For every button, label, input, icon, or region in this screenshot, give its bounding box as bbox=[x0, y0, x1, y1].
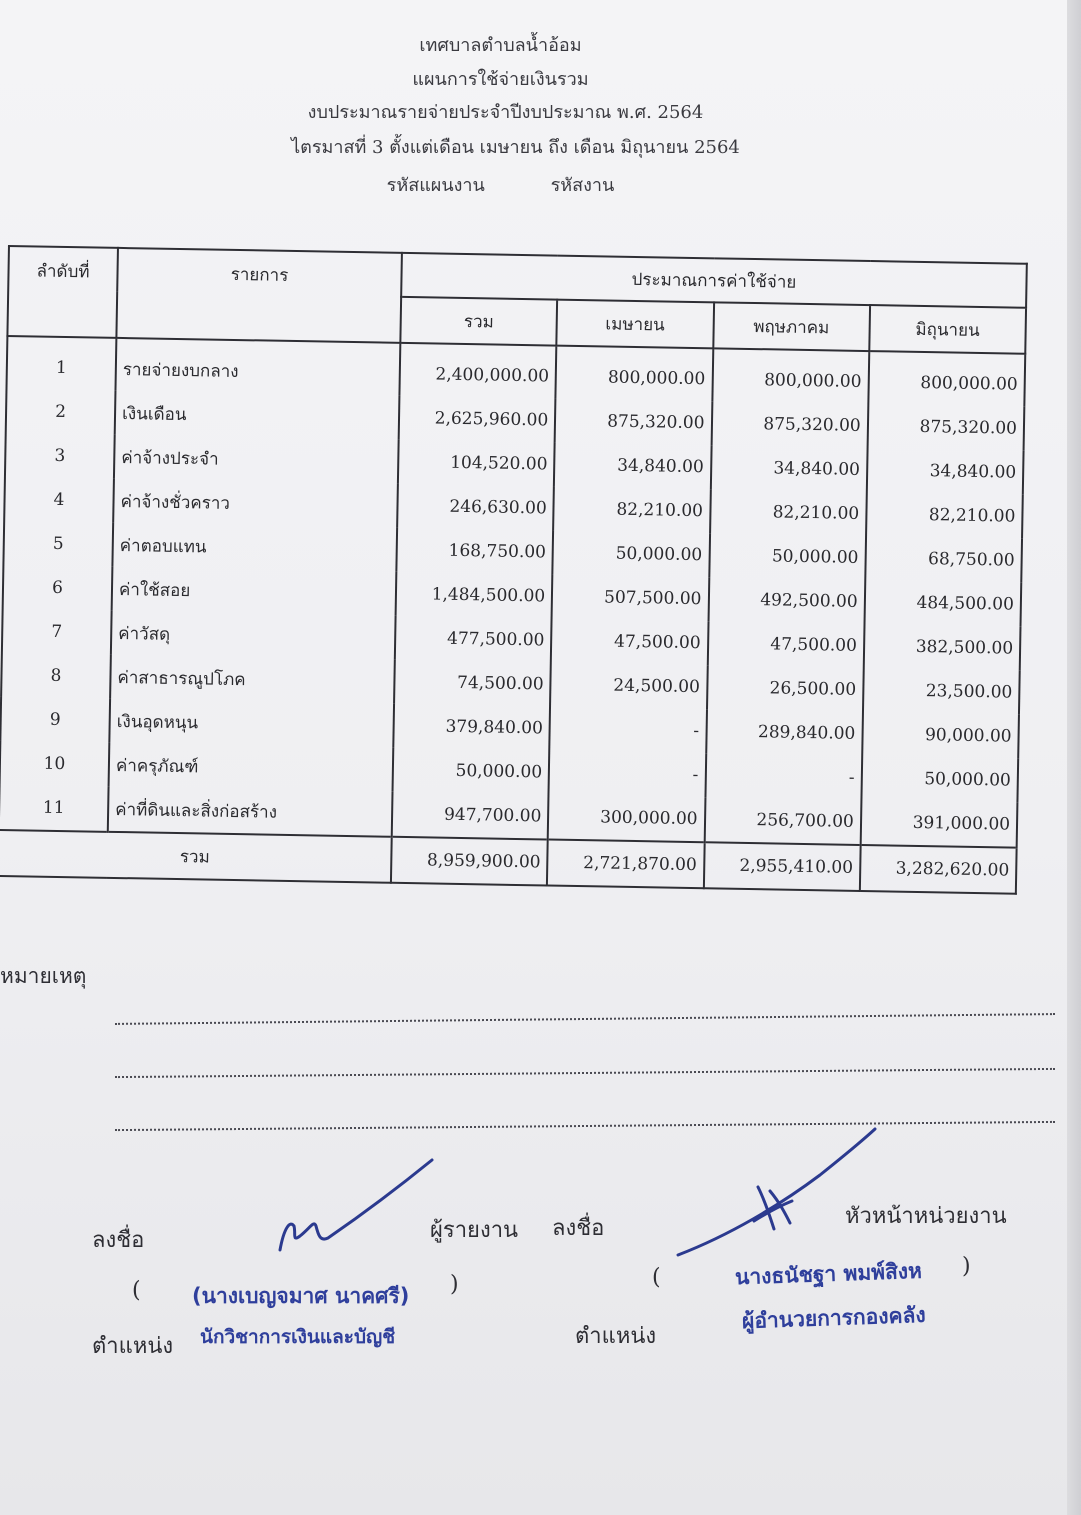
row-apr: 507,500.00 bbox=[552, 575, 709, 622]
row-number: 10 bbox=[0, 741, 109, 787]
col-header-no: ลำดับที่ bbox=[7, 246, 118, 338]
row-number: 5 bbox=[3, 521, 113, 567]
col-header-apr: เมษายน bbox=[557, 300, 714, 349]
code-line bbox=[0, 170, 1041, 199]
row-jun: 68,750.00 bbox=[865, 536, 1022, 583]
row-may: 34,840.00 bbox=[710, 445, 867, 492]
col-header-estimate: ประมาณการค่าใช้จ่าย bbox=[401, 253, 1027, 308]
reporter-paren-close: ) bbox=[450, 1272, 459, 1297]
col-header-item: รายการ bbox=[116, 248, 402, 343]
row-number: 9 bbox=[0, 697, 110, 743]
work-code-label: รหัสงาน bbox=[550, 175, 615, 196]
row-total: 379,840.00 bbox=[393, 704, 550, 751]
page-edge-shadow bbox=[1067, 0, 1081, 1515]
sign-label-reporter: ลงชื่อ bbox=[92, 1228, 145, 1253]
col-header-total: รวม bbox=[400, 297, 557, 346]
row-item: ค่าสาธารณูปโภค bbox=[110, 655, 395, 704]
org-name: เทศบาลตำบลน้ำอ้อม bbox=[419, 35, 582, 56]
head-role: หัวหน้าหน่วยงาน bbox=[845, 1204, 1007, 1229]
row-item: ค่าที่ดินและสิ่งก่อสร้าง bbox=[108, 787, 393, 837]
total-row-label: รวม bbox=[0, 830, 392, 883]
total-row-jun: 3,282,620.00 bbox=[860, 845, 1017, 894]
reporter-paren-open: ( bbox=[132, 1278, 141, 1303]
row-apr: - bbox=[549, 751, 706, 798]
position-label-reporter: ตำแหน่ง bbox=[92, 1334, 174, 1359]
row-jun: 800,000.00 bbox=[868, 351, 1025, 407]
row-jun: 82,210.00 bbox=[866, 492, 1023, 539]
row-number: 4 bbox=[4, 477, 114, 523]
row-jun: 23,500.00 bbox=[863, 668, 1020, 715]
reporter-position-stamp: นักวิชาการเงินและบัญชี bbox=[200, 1326, 396, 1348]
row-item: ค่าจ้างประจำ bbox=[114, 435, 399, 484]
sign-label-head: ลงชื่อ bbox=[552, 1216, 605, 1241]
row-may: 492,500.00 bbox=[708, 577, 865, 624]
notes-label: หมายเหตุ bbox=[0, 964, 87, 988]
row-number: 8 bbox=[1, 653, 111, 699]
row-apr: 47,500.00 bbox=[551, 619, 708, 666]
col-header-jun: มิถุนายน bbox=[869, 305, 1026, 354]
row-jun: 484,500.00 bbox=[864, 580, 1021, 627]
row-jun: 34,840.00 bbox=[867, 448, 1024, 495]
row-item: ค่าตอบแทน bbox=[112, 523, 397, 572]
total-row-may: 2,955,410.00 bbox=[703, 842, 860, 891]
row-item: ค่าวัสดุ bbox=[111, 611, 396, 660]
plan-code-label: รหัสแผนงาน bbox=[386, 175, 485, 196]
row-item: เงินเดือน bbox=[115, 391, 400, 440]
row-apr: 800,000.00 bbox=[556, 346, 713, 402]
row-jun: 875,320.00 bbox=[867, 404, 1024, 451]
row-apr: 50,000.00 bbox=[553, 531, 710, 578]
reporter-signature bbox=[270, 1150, 440, 1260]
reporter-role: ผู้รายงาน bbox=[430, 1218, 519, 1243]
budget-rows bbox=[0, 336, 1025, 848]
row-may: - bbox=[705, 753, 862, 800]
total-row-total: 8,959,900.00 bbox=[391, 837, 548, 886]
row-may: 256,700.00 bbox=[704, 797, 861, 845]
row-may: 26,500.00 bbox=[707, 665, 864, 712]
row-jun: 50,000.00 bbox=[861, 756, 1018, 803]
head-signature bbox=[670, 1125, 880, 1265]
row-total: 104,520.00 bbox=[398, 440, 555, 487]
total-row-apr: 2,721,870.00 bbox=[547, 840, 704, 889]
row-number: 11 bbox=[0, 785, 109, 832]
row-total: 74,500.00 bbox=[394, 660, 551, 707]
row-item: ค่าใช้สอย bbox=[112, 567, 397, 616]
row-may: 800,000.00 bbox=[712, 348, 869, 404]
row-number: 1 bbox=[6, 336, 116, 391]
row-number: 7 bbox=[2, 609, 112, 655]
row-apr: 875,320.00 bbox=[555, 399, 712, 446]
row-apr: 24,500.00 bbox=[550, 663, 707, 710]
plan-title: แผนการใช้จ่ายเงินรวม bbox=[412, 69, 589, 90]
row-item: ค่าจ้างชั่วคราว bbox=[113, 479, 398, 528]
position-label-head: ตำแหน่ง bbox=[575, 1324, 657, 1349]
row-may: 82,210.00 bbox=[710, 489, 867, 536]
head-paren-open: ( bbox=[652, 1265, 661, 1290]
row-number: 3 bbox=[5, 433, 115, 479]
row-number: 6 bbox=[3, 565, 113, 611]
row-item: รายจ่ายงบกลาง bbox=[115, 338, 400, 396]
row-may: 47,500.00 bbox=[707, 621, 864, 668]
row-jun: 382,500.00 bbox=[863, 624, 1020, 671]
row-total: 50,000.00 bbox=[393, 748, 550, 795]
head-position-stamp: ผู้อำนวยการกองคลัง bbox=[741, 1302, 927, 1334]
row-item: ค่าครุภัณฑ์ bbox=[109, 743, 394, 792]
row-apr: - bbox=[550, 707, 707, 754]
row-total: 477,500.00 bbox=[395, 616, 552, 663]
row-total: 2,625,960.00 bbox=[399, 396, 556, 443]
row-total: 947,700.00 bbox=[392, 792, 549, 840]
head-paren-close: ) bbox=[962, 1254, 971, 1279]
row-total: 168,750.00 bbox=[396, 528, 553, 575]
row-item: เงินอุดหนุน bbox=[109, 699, 394, 748]
row-may: 875,320.00 bbox=[711, 401, 868, 448]
row-total: 1,484,500.00 bbox=[396, 572, 553, 619]
row-apr: 82,210.00 bbox=[553, 487, 710, 534]
row-may: 289,840.00 bbox=[706, 709, 863, 756]
row-may: 50,000.00 bbox=[709, 533, 866, 580]
reporter-name-stamp: (นางเบญจมาศ นาคศรี) bbox=[192, 1284, 410, 1308]
head-name-stamp: นางธนัชฐา พมพ์สิงห bbox=[734, 1258, 923, 1290]
col-header-may: พฤษภาคม bbox=[713, 302, 870, 351]
quarter-line: ไตรมาสที่ 3 ตั้งแต่เดือน เมษายน ถึง เดือน มิถุนายน 2564 bbox=[291, 137, 740, 158]
budget-table bbox=[0, 245, 1028, 895]
row-jun: 391,000.00 bbox=[860, 800, 1017, 848]
row-jun: 90,000.00 bbox=[862, 712, 1019, 759]
row-apr: 300,000.00 bbox=[548, 795, 705, 843]
row-number: 2 bbox=[6, 389, 116, 435]
row-apr: 34,840.00 bbox=[554, 443, 711, 490]
budget-year-line: งบประมาณรายจ่ายประจำปีงบประมาณ พ.ศ. 2564 bbox=[307, 102, 704, 123]
row-total: 2,400,000.00 bbox=[399, 343, 556, 399]
row-total: 246,630.00 bbox=[397, 484, 554, 531]
